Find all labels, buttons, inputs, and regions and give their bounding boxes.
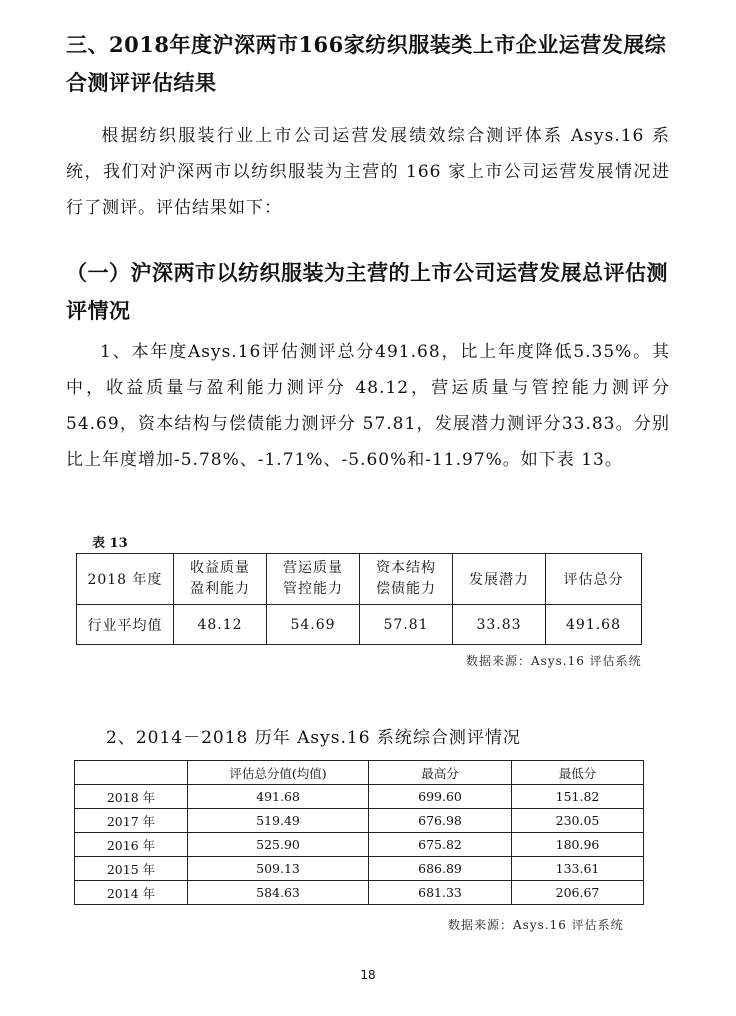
table-14-source: 数据来源：Asys.16 评估系统 — [448, 918, 624, 932]
table-14-cell: 509.13 — [188, 857, 369, 881]
table-14-header-cell: 最低分 — [512, 761, 644, 785]
paragraph-1 — [66, 334, 670, 478]
table-13-cell: 54.69 — [267, 605, 360, 645]
table-13-cell: 57.81 — [360, 605, 453, 645]
table-13-row — [77, 605, 642, 645]
table-13-label: 表 13 — [92, 536, 128, 551]
paragraph-2: 2、2014－2018 历年 Asys.16 系统综合测评情况 — [106, 728, 521, 748]
paragraph-1-text: 1、本年度Asys.16评估测评总分491.68，比上年度降低5.35%。其中，收益质量与盈利能力测评分 48.12，营运质量与管控能力测评分 54.69，资本结构与偿债能力测评分 57.81，发展潜力测评分33.83。分别比上年度增加-5.78%、-1.71%、-5.60%和-11.97%。如下表 13。 — [66, 342, 670, 470]
table-14-row — [75, 881, 644, 905]
table-14-cell: 584.63 — [188, 881, 369, 905]
table-14-row — [75, 809, 644, 833]
table-14-cell: 676.98 — [369, 809, 512, 833]
table-13-source: 数据来源：Asys.16 评估系统 — [466, 654, 642, 668]
table-14-row — [75, 785, 644, 809]
table-13-header-cell: 发展潜力 — [453, 554, 546, 605]
table-13-header-cell: 资本结构 偿债能力 — [360, 554, 453, 605]
table-14-cell: 2014 年 — [75, 881, 188, 905]
table-14-header-cell — [75, 761, 188, 785]
table-14-cell: 675.82 — [369, 833, 512, 857]
table-14-cell: 681.33 — [369, 881, 512, 905]
table-14-cell: 206.67 — [512, 881, 644, 905]
table-14-cell: 525.90 — [188, 833, 369, 857]
table-14-row — [75, 857, 644, 881]
table-14-cell: 2015 年 — [75, 857, 188, 881]
table-14-header-row — [75, 761, 644, 785]
table-14-cell: 151.82 — [512, 785, 644, 809]
table-13 — [76, 553, 642, 645]
section-heading: 三、2018年度沪深两市166家纺织服装类上市企业运营发展综合测评评估结果 — [66, 32, 667, 95]
intro-paragraph-text: 根据纺织服装行业上市公司运营发展绩效综合测评体系 Asys.16 系统，我们对沪深两市以纺织服装为主营的 166 家上市公司运营发展情况进行了测评。评估结果如下： — [66, 126, 670, 218]
table-14-cell: 491.68 — [188, 785, 369, 809]
table-14 — [74, 760, 644, 905]
table-14-row — [75, 833, 644, 857]
table-14-cell: 2016 年 — [75, 833, 188, 857]
table-14-cell: 2018 年 — [75, 785, 188, 809]
table-14-header-cell: 最高分 — [369, 761, 512, 785]
subheading: （一）沪深两市以纺织服装为主营的上市公司运营发展总评估测评情况 — [66, 260, 668, 323]
table-13-cell: 行业平均值 — [77, 605, 174, 645]
table-14-cell: 230.05 — [512, 809, 644, 833]
table-14-cell: 133.61 — [512, 857, 644, 881]
table-13-cell: 33.83 — [453, 605, 546, 645]
page-number: 18 — [360, 968, 376, 982]
table-13-header-row — [77, 554, 642, 605]
table-13-header-cell: 营运质量 管控能力 — [267, 554, 360, 605]
table-14-header-cell: 评估总分值(均值) — [188, 761, 369, 785]
table-14-cell: 180.96 — [512, 833, 644, 857]
table-14-cell: 2017 年 — [75, 809, 188, 833]
table-14-cell: 699.60 — [369, 785, 512, 809]
table-13-header-cell: 收益质量 盈利能力 — [174, 554, 267, 605]
table-14-cell: 519.49 — [188, 809, 369, 833]
intro-paragraph — [66, 118, 670, 226]
table-13-header-cell: 评估总分 — [546, 554, 642, 605]
table-14-cell: 686.89 — [369, 857, 512, 881]
table-13-header-cell: 2018 年度 — [77, 554, 174, 605]
table-13-cell: 48.12 — [174, 605, 267, 645]
table-13-cell: 491.68 — [546, 605, 642, 645]
